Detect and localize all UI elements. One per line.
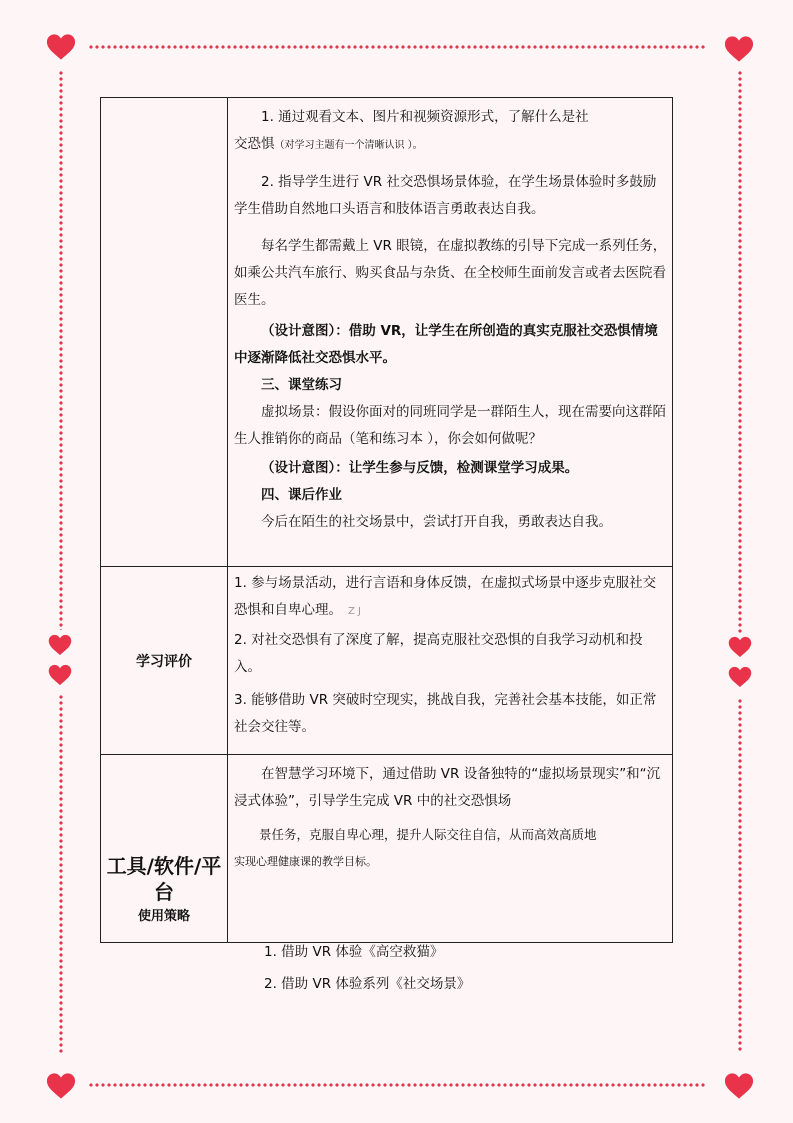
heart-icon xyxy=(46,33,76,61)
tools-strategy-text-2: 景任务，克服自卑心理，提升人际交往自信，从而高效高质地 xyxy=(259,827,597,842)
border-left-dots xyxy=(58,70,64,630)
evaluation-2: 2. 对社交恐惧有了深度了解，提高克服社交恐惧的自我学习动机和投入。 xyxy=(234,632,643,675)
design-intent-2: （设计意图）：让学生参与反馈，检测课堂学习成果。 xyxy=(261,460,579,476)
row-label-evaluation: 学习评价 xyxy=(101,567,228,755)
step-2-text: 2. 指导学生进行 VR 社交恐惧场景体验，在学生场景体验时多鼓励学生借助自然地口头语言和肢体语言勇敢表达自我。 xyxy=(234,174,657,217)
heart-icon xyxy=(728,666,752,688)
step-1-text: 1. 通过观看文本、图片和视频资源形式，了解什么是社 交恐惧（对学习主题有一个清晰认识 ）。 xyxy=(234,109,589,152)
border-right-dots xyxy=(737,70,743,635)
design-intent-1: （设计意图）：借助 VR，让学生在所创造的真实克服社交恐惧情境中逐渐降低社交恐惧水平。 xyxy=(234,323,658,366)
heart-icon xyxy=(48,664,72,686)
border-right-dots-lower xyxy=(737,698,743,1053)
heart-icon xyxy=(48,634,72,656)
border-left-dots-lower xyxy=(58,694,64,1054)
table-row-tools xyxy=(101,755,673,943)
row-label-empty xyxy=(101,98,228,567)
tools-strategy-text: 在智慧学习环境下，通过借助 VR 设备独特的“虚拟场景现实”和“沉浸式体验”，引导学生完成 VR 中的社交恐惧场 xyxy=(234,766,661,809)
heart-icon xyxy=(724,35,754,63)
table-row-activities xyxy=(101,98,673,567)
border-bottom-dots xyxy=(88,1082,706,1088)
practice-text: 虚拟场景：假设你面对的同班同学是一群陌生人，现在需要向这群陌生人推销你的商品（笔和练习本 ），你会如何做呢？ xyxy=(234,404,666,447)
evaluation-content xyxy=(228,567,673,755)
vr-task-text: 每名学生都需戴上 VR 眼镜，在虚拟教练的引导下完成一系列任务，如乘公共汽车旅行、购买食品与杂货、在全校师生面前发言或者去医院看医生。 xyxy=(234,238,667,308)
heart-icon xyxy=(46,1072,76,1100)
heart-icon xyxy=(724,1072,754,1100)
lesson-plan-table xyxy=(100,97,673,943)
activities-content xyxy=(228,98,673,567)
border-top-dots xyxy=(88,44,706,50)
section-heading-practice: 三、课堂练习 xyxy=(261,377,342,393)
tools-content xyxy=(228,755,673,943)
section-heading-homework: 四、课后作业 xyxy=(261,487,342,503)
homework-text: 今后在陌生的社交场景中，尝试打开自我，勇敢表达自我。 xyxy=(261,514,612,530)
vr-list-item-1: 1. 借助 VR 体验《高空救猫》 xyxy=(264,944,444,960)
tools-strategy-text-3: 实现心理健康课的教学目标。 xyxy=(234,855,377,868)
table-row-evaluation xyxy=(101,567,673,755)
row-label-tools: 工具/软件/平台 使用策略 xyxy=(101,755,228,943)
heart-icon xyxy=(728,636,752,658)
evaluation-3: 3. 能够借助 VR 突破时空现实，挑战自我，完善社会基本技能，如正常社会交往等。 xyxy=(234,692,657,735)
vr-list-item-2: 2. 借助 VR 体验系列《社交场景》 xyxy=(264,976,471,992)
evaluation-1: 1. 参与场景活动，进行言语和身体反馈，在虚拟式场景中逐步克服社交恐惧和自卑心理。 Z J xyxy=(234,575,657,618)
